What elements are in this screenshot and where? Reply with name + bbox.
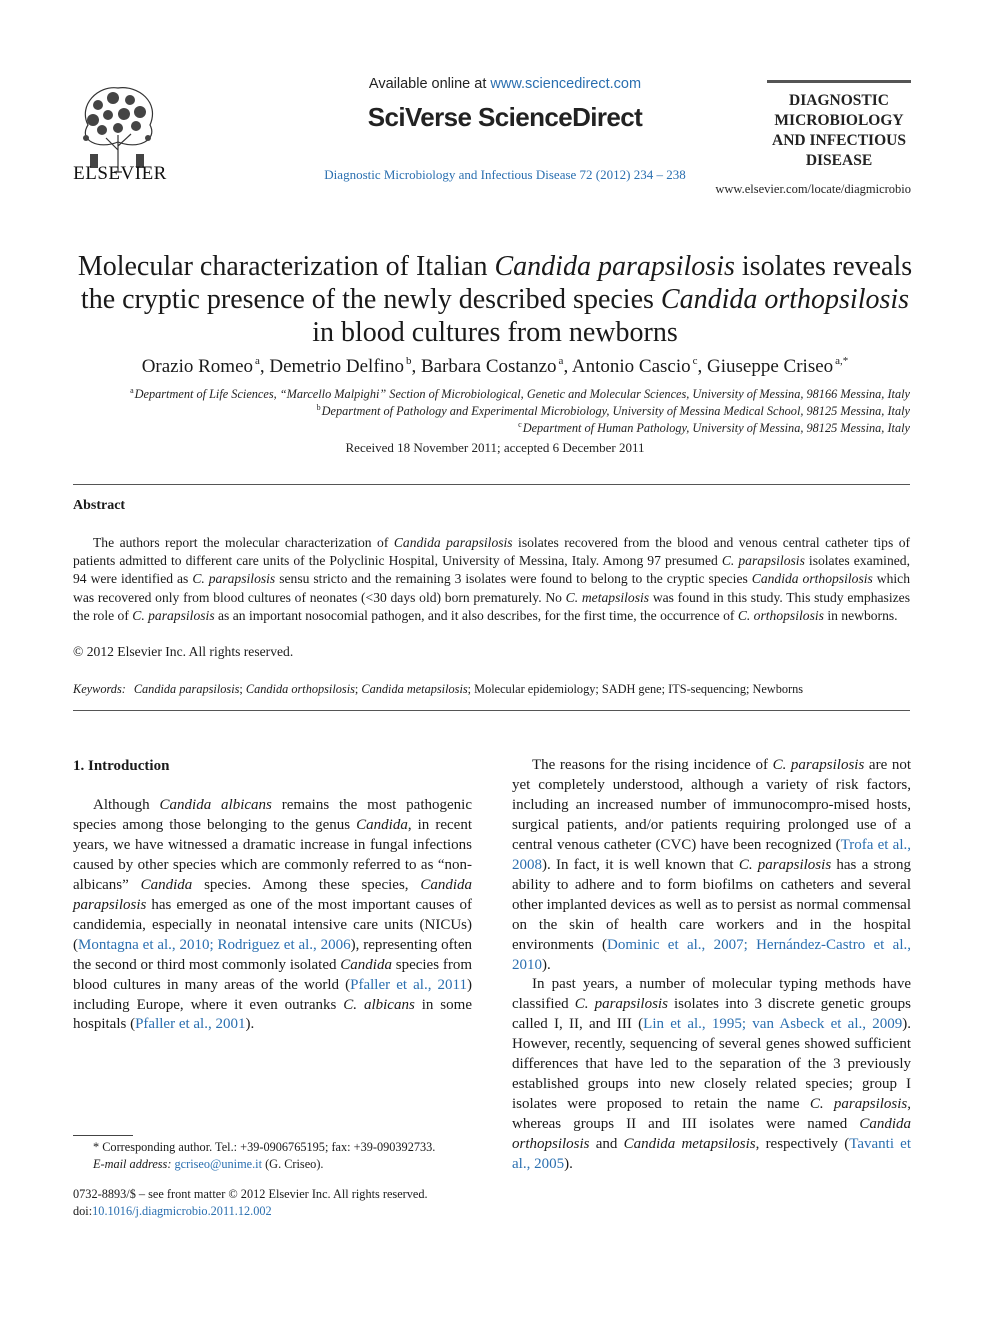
citation-link[interactable]: Pfaller et al., 2011 — [350, 976, 468, 993]
text-run: ). — [564, 1156, 573, 1173]
right-column — [512, 756, 911, 1175]
text-run: , whereas groups II and III isolates were named — [512, 1096, 911, 1133]
text-run: has a strong ability to adhere and to form biofilms on catheters and several other implanted devices as well as to persist as normal commensal on the skin of health care workers and in the hospital environments ( — [512, 856, 912, 953]
abstract-heading: Abstract — [73, 498, 126, 513]
text-run: ; — [354, 682, 362, 696]
italic-term: Candida — [140, 876, 193, 893]
italic-term: Candida metapsilosis — [623, 1136, 756, 1153]
affiliation-a — [60, 386, 910, 402]
italic-term: Candida parapsilosis — [494, 251, 735, 282]
email-line — [73, 1156, 493, 1173]
author-name: Orazio Romeo — [141, 356, 254, 377]
text-run: as an important nosocomial pathogen, and it also describes, for the first time, the occurrence of — [214, 607, 738, 623]
italic-term: Candida — [340, 956, 392, 973]
text-run: ), representing often the second or third most commonly isolated — [73, 936, 472, 973]
journal-title-line: MICROBIOLOGY — [774, 112, 904, 129]
text-run: in blood cultures from newborns — [312, 317, 678, 348]
text-run: remains the most pathogenic species among those belonging to the genus — [73, 797, 472, 833]
text-run: , respectively ( — [755, 1136, 850, 1153]
citation-link[interactable]: Dominic et al., 2007; Hernández-Castro et al., 2010 — [512, 936, 912, 973]
citation-link[interactable]: Tavanti et al., 2005 — [512, 1136, 911, 1173]
issn-line: 0732-8893/$ – see front matter © 2012 Elsevier Inc. All rights reserved. — [73, 1187, 428, 1201]
affiliation-c — [60, 420, 910, 436]
text-run: ). — [542, 956, 551, 973]
italic-term: C. albicans — [343, 996, 415, 1013]
journal-title — [767, 91, 911, 171]
text-run: isolates into 3 discrete genetic groups called I, II, and III ( — [512, 996, 911, 1033]
italic-term: C. parapsilosis — [192, 571, 276, 587]
italic-term: Candida orthopsilosis — [751, 571, 873, 587]
text-run: In past years, a number of molecular typing methods have classified — [512, 976, 911, 1013]
text-run: sensu stricto and the remaining 3 isolates were found to belong to the cryptic species — [275, 571, 752, 587]
text-run: in newborns. — [823, 607, 898, 623]
divider-top — [73, 484, 910, 485]
affiliation-text: Department of Pathology and Experimental Microbiology, University of Messina Medical School, 98125 Messina, Italy — [321, 404, 910, 418]
journal-title-line: AND INFECTIOUS — [772, 132, 906, 149]
sciencedirect-link[interactable]: www.sciencedirect.com — [490, 76, 642, 92]
italic-term: Candida metapsilosis — [361, 682, 468, 696]
text-run: isolates recovered from the blood and venous central catheter tips of patients admitted to different care units of the Polyclinic Hospital, University of Messina, Italy. Among 97 presumed — [73, 535, 911, 569]
email-link[interactable]: gcriseo@unime.it — [174, 1157, 263, 1171]
divider-bottom — [73, 710, 910, 711]
text-run: species. Among these species, — [192, 876, 421, 893]
citation-link[interactable]: Lin et al., 1995; van Asbeck et al., 2009 — [643, 1016, 903, 1033]
footnote-rule — [73, 1135, 133, 1136]
italic-term: Candida orthopsilosis — [245, 682, 355, 696]
text-run: The authors report the molecular characterization of — [93, 535, 394, 550]
italic-term: Candida albicans — [159, 797, 272, 813]
author-name: Barbara Costanzo — [420, 356, 557, 377]
text-run: which was recovered only from blood cultures of neonates (<30 days old) born prematurely. No — [73, 571, 911, 605]
journal-citation-link[interactable]: Diagnostic Microbiology and Infectious Disease 72 (2012) 234 – 238 — [324, 167, 686, 182]
italic-term: C. parapsilosis — [574, 996, 668, 1013]
affiliation-marker: a — [130, 386, 134, 395]
journal-title-line: DIAGNOSTIC — [789, 92, 889, 109]
body-paragraph — [73, 796, 472, 1035]
text-run: species from blood cultures in many areas of the world ( — [73, 956, 472, 993]
available-prefix: Available online at — [368, 76, 491, 92]
article-title — [70, 250, 920, 349]
italic-term: C. metapsilosis — [565, 589, 650, 605]
left-column — [73, 796, 472, 1035]
author-affiliation-marker: b — [405, 355, 412, 367]
italic-term: Candida parapsilosis — [133, 682, 240, 696]
text-run: are not yet completely understood, although a variety of risk factors, including an increased number of immunocompro-mised hosts, surgical patients, and/or patients requiring prolonged use of a central venous catheter (CVC) have been recognized ( — [512, 757, 912, 853]
email-suffix: (G. Criseo). — [262, 1157, 324, 1171]
italic-term: Candida parapsilosis — [73, 876, 472, 913]
italic-term: C. parapsilosis — [132, 607, 215, 623]
affiliation-text: Department of Human Pathology, University of Messina, 98125 Messina, Italy — [522, 421, 910, 435]
text-run: The reasons for the rising incidence of — [532, 757, 773, 773]
body-paragraph — [512, 975, 911, 1175]
italic-term: C. parapsilosis — [721, 553, 805, 569]
author-affiliation-marker: a — [558, 355, 564, 367]
text-run: ). However, recently, sequencing of several genes showed sufficient differences that have led to the separation of the 3 previously established groups into new closely related species; group I isolates were proposed to retain the name — [512, 1016, 911, 1113]
text-run: has emerged as one of the most important causes of candidemia, especially in neonatal intensive care units (NICUs) ( — [73, 896, 472, 953]
italic-term: C. parapsilosis — [809, 1096, 908, 1113]
affiliation-marker: b — [316, 403, 321, 412]
author-name: Giuseppe Criseo — [707, 356, 834, 377]
email-label: E-mail address: — [93, 1157, 172, 1171]
issn-doi-block — [73, 1186, 493, 1220]
italic-term: Candida orthopsilosis — [660, 284, 910, 315]
citation-link[interactable]: Montagna et al., 2010; Rodriguez et al., 2006 — [78, 936, 351, 953]
affiliation-b — [60, 403, 910, 419]
citation-link[interactable]: Trofa et al., 2008 — [512, 836, 911, 873]
text-run: was found in this study. This study emphasizes the role of — [73, 589, 910, 623]
footnote — [73, 1139, 493, 1173]
author-affiliation-marker: c — [692, 355, 698, 367]
italic-term: C. parapsilosis — [738, 856, 832, 873]
text-run: isolates reveals the cryptic presence of the newly described species — [80, 251, 913, 315]
text-run: Molecular characterization of Italian — [77, 251, 495, 282]
corresponding-author-note: * Corresponding author. Tel.: +39-0906765195; fax: +39-090392733. — [93, 1140, 436, 1154]
italic-term: Candida orthopsilosis — [512, 1116, 911, 1153]
text-run: in some hospitals ( — [73, 996, 472, 1033]
keywords-list — [134, 682, 803, 696]
elsevier-wordmark: ELSEVIER — [73, 163, 167, 184]
abstract-copyright: © 2012 Elsevier Inc. All rights reserved. — [73, 644, 294, 659]
author-list: Orazio Romeo $^a$, Demetrio Delfino $^b$, Barbara Costanzo $^a$, Antonio Cascio $^c$, Giuseppe Criseo $^{a,*}$ — [141, 355, 849, 377]
doi-link[interactable]: 10.1016/j.diagmicrobio.2011.12.002 — [92, 1204, 272, 1218]
journal-homepage-url[interactable]: www.elsevier.com/locate/diagmicrobio — [715, 182, 911, 196]
text-run: , in recent years, we have witnessed a dramatic increase in fungal infections caused by other species which are commonly referred to as “non-albicans” — [73, 816, 472, 893]
abstract-text — [73, 534, 910, 625]
text-run: ; — [239, 682, 246, 696]
section-heading-introduction: 1. Introduction — [73, 758, 170, 774]
received-dates: Received 18 November 2011; accepted 6 December 2011 — [345, 440, 645, 455]
keywords-label: Keywords: — [73, 682, 126, 696]
italic-term: C. parapsilosis — [772, 757, 865, 773]
sciverse-brand: SciVerse ScienceDirect — [367, 102, 643, 132]
text-run: and — [589, 1136, 624, 1153]
italic-term: Candida parapsilosis — [393, 535, 513, 550]
text-run: isolates examined, 94 were identified as — [73, 553, 910, 587]
author-name: Antonio Cascio — [571, 356, 691, 377]
text-run: Although — [93, 797, 160, 813]
italic-term: C. orthopsilosis — [737, 607, 824, 623]
author-affiliation-marker: a — [255, 355, 260, 367]
doi-line — [73, 1203, 493, 1220]
available-online-line — [255, 76, 755, 92]
author-name: Demetrio Delfino — [269, 356, 404, 377]
journal-title-line: DISEASE — [805, 152, 873, 169]
text-run: ). In fact, it is well known that — [542, 856, 739, 873]
affiliation-marker: c — [518, 420, 522, 429]
keywords — [73, 682, 910, 697]
author-affiliation-marker: a,* — [835, 355, 849, 367]
text-run: ). — [245, 1016, 255, 1033]
text-run: ) including Europe, where it even outranks — [73, 976, 473, 1013]
italic-term: Candida — [356, 816, 408, 833]
citation-link[interactable]: Pfaller et al., 2001 — [135, 1016, 246, 1033]
doi-label: doi: — [73, 1204, 93, 1218]
text-run: ; Molecular epidemiology; SADH gene; ITS-sequencing; Newborns — [467, 682, 804, 696]
body-paragraph — [512, 756, 911, 975]
affiliation-text: Department of Life Sciences, “Marcello Malpighi” Section of Microbiological, Genetic and Molecular Sciences, University of Messina, 98166 Messina, Italy — [134, 387, 910, 401]
